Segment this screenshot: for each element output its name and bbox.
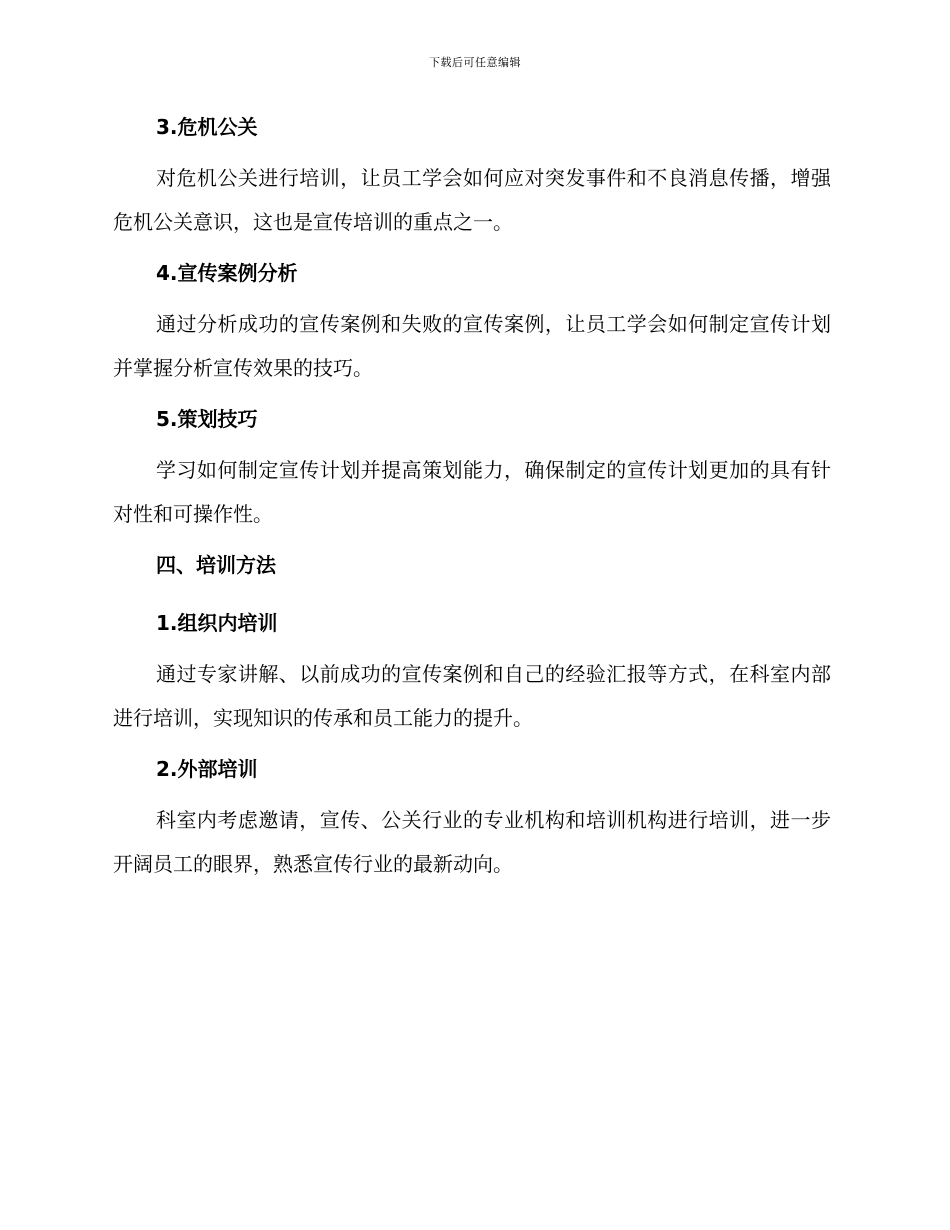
section-heading-external-training: 2.外部培训 [156, 757, 258, 781]
chapter-heading-training-methods: 四、培训方法 [156, 553, 276, 577]
document-body [113, 112, 831, 886]
paragraph-case-analysis: 通过分析成功的宣传案例和失败的宣传案例，让员工学会如何制定宣传计划并掌握分析宣传效果的技巧。 [113, 312, 831, 380]
paragraph-crisis-pr: 对危机公关进行培训，让员工学会如何应对突发事件和不良消息传播，增强危机公关意识，这也是宣传培训的重点之一。 [113, 166, 831, 234]
paragraph-planning-skills: 学习如何制定宣传计划并提高策划能力，确保制定的宣传计划更加的具有针对性和可操作性。 [113, 458, 831, 526]
paragraph-internal-training: 通过专家讲解、以前成功的宣传案例和自己的经验汇报等方式，在科室内部进行培训，实现知识的传承和员工能力的提升。 [113, 662, 831, 730]
section-heading-internal-training: 1.组织内培训 [156, 611, 278, 635]
section-heading-case-analysis: 4.宣传案例分析 [156, 261, 298, 285]
section-heading-crisis-pr: 3.危机公关 [156, 115, 258, 139]
paragraph-external-training: 科室内考虑邀请，宣传、公关行业的专业机构和培训机构进行培训，进一步开阔员工的眼界，熟悉宣传行业的最新动向。 [113, 808, 831, 876]
page-header: 下载后可任意编辑 [429, 56, 521, 69]
section-heading-planning-skills: 5.策划技巧 [156, 407, 258, 431]
